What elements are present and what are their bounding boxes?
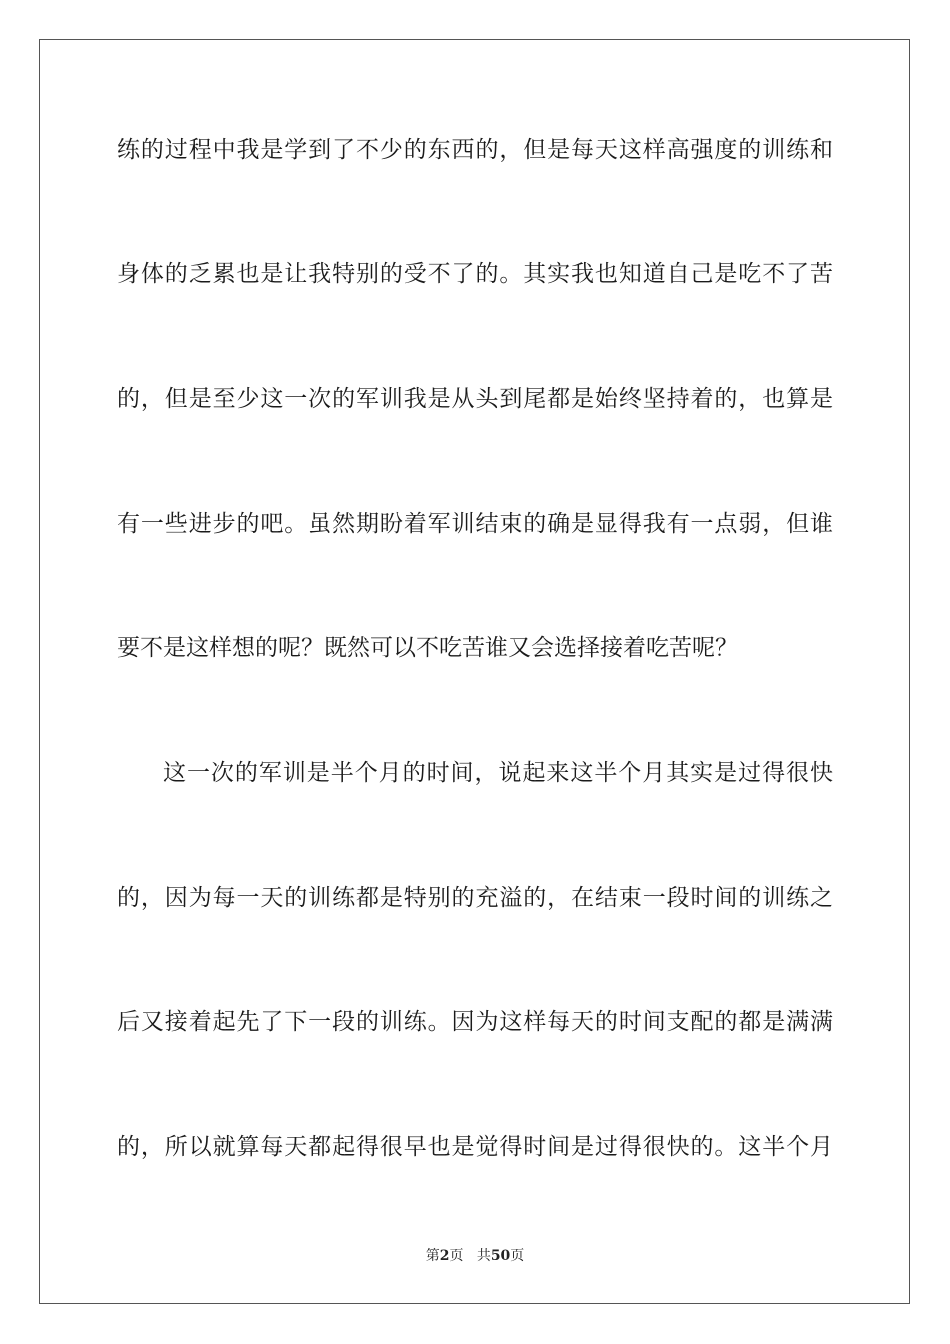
- footer-page-suffix: 页: [449, 1248, 464, 1264]
- footer-total-suffix: 页: [510, 1248, 525, 1264]
- text-line: 的，但是至少这一次的军训我是从头到尾都是始终坚持着的，也算是: [117, 386, 833, 412]
- page-footer: [0, 1247, 950, 1265]
- text-line: 练的过程中我是学到了不少的东西的，但是每天这样高强度的训练和: [117, 137, 833, 163]
- text-line: 后又接着起先了下一段的训练。因为这样每天的时间支配的都是满满: [117, 1009, 833, 1035]
- text-line: 有一些进步的吧。虽然期盼着军训结束的确是显得我有一点弱，但谁: [117, 511, 833, 537]
- total-pages-number: 50: [490, 1248, 511, 1264]
- paragraph-start-line: 这一次的军训是半个月的时间，说起来这半个月其实是过得很快: [163, 760, 833, 786]
- page-border: [39, 39, 910, 1304]
- current-page-number: 2: [439, 1248, 450, 1264]
- text-line: 身体的乏累也是让我特别的受不了的。其实我也知道自己是吃不了苦: [117, 261, 833, 287]
- text-line: 的，因为每一天的训练都是特别的充溢的，在结束一段时间的训练之: [117, 885, 833, 911]
- footer-prefix: 第: [425, 1248, 440, 1264]
- text-line: 的，所以就算每天都起得很早也是觉得时间是过得很快的。这半个月: [117, 1134, 833, 1160]
- text-line: 要不是这样想的呢？既然可以不吃苦谁又会选择接着吃苦呢？: [117, 635, 738, 661]
- footer-total-prefix: 共: [476, 1248, 491, 1264]
